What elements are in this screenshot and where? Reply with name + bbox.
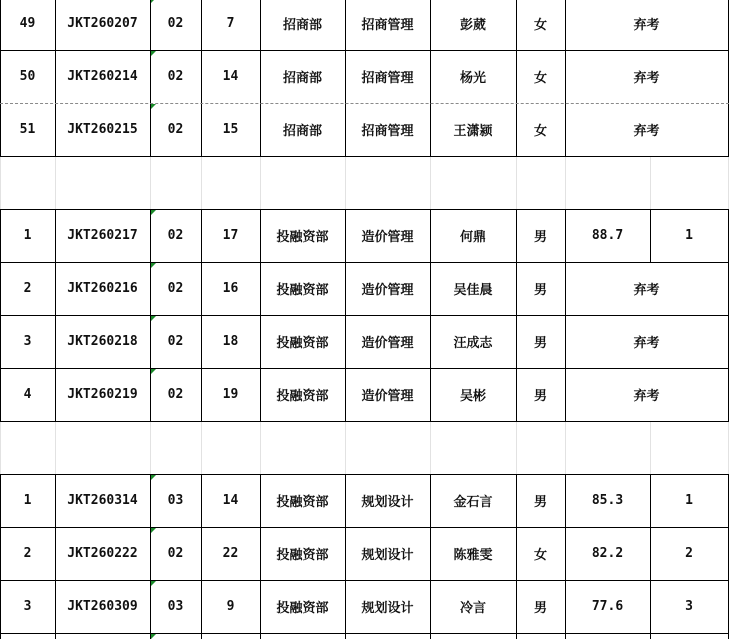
column-border [0, 633, 1, 639]
gridline [201, 421, 202, 474]
column-border [0, 262, 1, 315]
gender-cell[interactable]: 男 [533, 601, 547, 616]
column-border [430, 368, 431, 421]
seq-cell[interactable]: 2 [23, 281, 32, 296]
column-border [650, 474, 651, 527]
position-cell[interactable]: 招商管理 [361, 124, 414, 139]
number-cell[interactable]: 16 [222, 281, 239, 296]
exam-id-cell[interactable]: JKT260214 [67, 69, 138, 84]
column-border [150, 315, 151, 368]
column-border [430, 262, 431, 315]
column-border [430, 103, 431, 156]
column-border [565, 209, 566, 262]
number-cell[interactable]: 19 [222, 387, 239, 402]
column-border [0, 0, 1, 50]
gridline [516, 421, 517, 474]
name-cell[interactable]: 杨光 [459, 71, 486, 86]
gridline [0, 156, 1, 209]
exam-id-cell[interactable]: JKT260216 [67, 281, 138, 296]
gridline [150, 156, 151, 209]
column-border [260, 527, 261, 580]
column-border [260, 262, 261, 315]
gridline [345, 156, 346, 209]
column-border [728, 368, 729, 421]
gridline [150, 421, 151, 474]
position-cell[interactable]: 造价管理 [361, 230, 414, 245]
result-cell[interactable]: 弃考 [633, 336, 660, 351]
column-border [728, 209, 729, 262]
column-border [260, 315, 261, 368]
name-cell[interactable]: 金石言 [453, 495, 493, 510]
code-cell[interactable]: 02 [167, 69, 184, 84]
seq-cell[interactable]: 49 [19, 16, 36, 31]
column-border [345, 0, 346, 50]
exam-id-cell[interactable]: JKT260314 [67, 493, 138, 508]
column-border [516, 474, 517, 527]
number-as-text-marker-icon [151, 634, 156, 639]
column-border [728, 580, 729, 633]
column-border [345, 315, 346, 368]
column-border [201, 103, 202, 156]
exam-id-cell[interactable]: JKT260207 [67, 16, 138, 31]
department-cell[interactable]: 招商部 [282, 71, 322, 86]
position-cell[interactable]: 招商管理 [361, 18, 414, 33]
column-border [565, 368, 566, 421]
column-border [565, 0, 566, 50]
column-border [728, 262, 729, 315]
department-cell[interactable]: 招商部 [282, 18, 322, 33]
column-border [260, 50, 261, 103]
score-cell[interactable]: 88.7 [591, 228, 624, 243]
column-border [430, 315, 431, 368]
column-border [345, 50, 346, 103]
gridline [728, 421, 729, 474]
name-cell[interactable]: 汪成志 [453, 336, 493, 351]
name-cell[interactable]: 陈雅雯 [453, 548, 493, 563]
row-border [0, 421, 729, 422]
code-cell[interactable]: 02 [167, 387, 184, 402]
column-border [150, 368, 151, 421]
gridline [201, 156, 202, 209]
gridline [0, 421, 1, 474]
gridline [55, 421, 56, 474]
number-cell[interactable]: 18 [222, 334, 239, 349]
column-border [55, 580, 56, 633]
name-cell[interactable]: 何鼎 [459, 230, 486, 245]
column-border [0, 315, 1, 368]
position-cell[interactable]: 规划设计 [361, 548, 414, 563]
number-as-text-marker-icon [151, 369, 156, 374]
column-border [345, 368, 346, 421]
row-border [0, 209, 729, 210]
column-border [565, 315, 566, 368]
result-cell[interactable]: 弃考 [633, 18, 660, 33]
name-cell[interactable]: 吴佳晨 [453, 283, 493, 298]
exam-id-cell[interactable]: JKT260219 [67, 387, 138, 402]
code-cell[interactable]: 02 [167, 281, 184, 296]
gridline [650, 156, 651, 209]
seq-cell[interactable]: 51 [19, 122, 36, 137]
rank-cell[interactable]: 1 [685, 493, 693, 508]
column-border [345, 527, 346, 580]
gridline [55, 156, 56, 209]
rank-cell[interactable]: 3 [685, 599, 693, 614]
seq-cell[interactable]: 2 [23, 546, 32, 561]
column-border [728, 474, 729, 527]
result-cell[interactable]: 弃考 [633, 124, 660, 139]
column-border [516, 633, 517, 639]
gridline [565, 156, 566, 209]
column-border [516, 262, 517, 315]
column-border [150, 103, 151, 156]
name-cell[interactable]: 彭葳 [459, 18, 486, 33]
seq-cell[interactable]: 50 [19, 69, 36, 84]
column-border [201, 580, 202, 633]
column-border [0, 527, 1, 580]
score-cell[interactable]: 82.2 [591, 546, 624, 561]
gridline [650, 421, 651, 474]
column-border [201, 50, 202, 103]
column-border [201, 315, 202, 368]
column-border [0, 368, 1, 421]
gender-cell[interactable]: 女 [533, 18, 547, 33]
gender-cell[interactable]: 男 [533, 336, 547, 351]
gridline [430, 421, 431, 474]
column-border [516, 0, 517, 50]
column-border [650, 209, 651, 262]
row-border [0, 580, 729, 581]
column-border [516, 50, 517, 103]
row-border [0, 315, 729, 316]
column-border [728, 633, 729, 639]
position-cell[interactable]: 造价管理 [361, 389, 414, 404]
position-cell[interactable]: 规划设计 [361, 601, 414, 616]
column-border [55, 474, 56, 527]
column-border [430, 50, 431, 103]
column-border [150, 0, 151, 50]
column-border [430, 527, 431, 580]
column-border [0, 50, 1, 103]
row-border [0, 156, 729, 157]
seq-cell[interactable]: 1 [23, 228, 32, 243]
gridline [345, 421, 346, 474]
number-cell[interactable]: 14 [222, 69, 239, 84]
exam-id-cell[interactable]: JKT260215 [67, 122, 138, 137]
position-cell[interactable]: 造价管理 [361, 283, 414, 298]
column-border [430, 633, 431, 639]
column-border [150, 262, 151, 315]
position-cell[interactable]: 招商管理 [361, 71, 414, 86]
gender-cell[interactable]: 男 [533, 230, 547, 245]
number-as-text-marker-icon [151, 104, 156, 109]
gender-cell[interactable]: 男 [533, 283, 547, 298]
column-border [430, 0, 431, 50]
column-border [0, 474, 1, 527]
result-cell[interactable]: 弃考 [633, 71, 660, 86]
column-border [260, 580, 261, 633]
column-border [345, 103, 346, 156]
number-as-text-marker-icon [151, 528, 156, 533]
column-border [0, 103, 1, 156]
department-cell[interactable]: 投融资部 [276, 495, 329, 510]
column-border [55, 0, 56, 50]
column-border [150, 50, 151, 103]
number-as-text-marker-icon [151, 475, 156, 480]
column-border [565, 633, 566, 639]
department-cell[interactable]: 招商部 [282, 124, 322, 139]
seq-cell[interactable]: 3 [23, 599, 32, 614]
column-border [345, 580, 346, 633]
column-border [260, 633, 261, 639]
row-border [0, 474, 729, 475]
column-border [201, 633, 202, 639]
column-border [516, 315, 517, 368]
number-cell[interactable]: 17 [222, 228, 239, 243]
seq-cell[interactable]: 3 [23, 334, 32, 349]
number-as-text-marker-icon [151, 581, 156, 586]
column-border [345, 474, 346, 527]
column-border [150, 209, 151, 262]
column-border [201, 474, 202, 527]
column-border [728, 315, 729, 368]
rank-cell[interactable]: 1 [685, 228, 693, 243]
column-border [150, 474, 151, 527]
code-cell[interactable]: 02 [167, 546, 184, 561]
gridline [260, 156, 261, 209]
department-cell[interactable]: 投融资部 [276, 230, 329, 245]
number-as-text-marker-icon [151, 210, 156, 215]
column-border [430, 209, 431, 262]
department-cell[interactable]: 投融资部 [276, 336, 329, 351]
column-border [150, 580, 151, 633]
column-border [345, 209, 346, 262]
column-border [728, 0, 729, 50]
column-border [260, 103, 261, 156]
column-border [430, 474, 431, 527]
column-border [55, 50, 56, 103]
column-border [565, 580, 566, 633]
column-border [565, 103, 566, 156]
number-cell[interactable]: 9 [226, 599, 235, 614]
column-border [0, 580, 1, 633]
column-border [55, 209, 56, 262]
column-border [260, 368, 261, 421]
column-border [516, 209, 517, 262]
department-cell[interactable]: 投融资部 [276, 601, 329, 616]
column-border [728, 50, 729, 103]
column-border [55, 262, 56, 315]
number-as-text-marker-icon [151, 0, 156, 3]
column-border [55, 315, 56, 368]
position-cell[interactable]: 造价管理 [361, 336, 414, 351]
result-cell[interactable]: 弃考 [633, 389, 660, 404]
column-border [650, 580, 651, 633]
exam-id-cell[interactable]: JKT260309 [67, 599, 138, 614]
code-cell[interactable]: 02 [167, 16, 184, 31]
column-border [516, 580, 517, 633]
code-cell[interactable]: 03 [167, 599, 184, 614]
column-border [201, 368, 202, 421]
score-cell[interactable]: 77.6 [591, 599, 624, 614]
row-border [0, 633, 729, 634]
column-border [345, 262, 346, 315]
column-border [55, 103, 56, 156]
column-border [201, 262, 202, 315]
column-border [565, 262, 566, 315]
column-border [55, 633, 56, 639]
column-border [55, 368, 56, 421]
row-border [0, 103, 729, 104]
rank-cell[interactable]: 2 [685, 546, 693, 561]
row-border [0, 50, 729, 51]
name-cell[interactable]: 王潇颍 [453, 124, 493, 139]
column-border [201, 527, 202, 580]
score-cell[interactable]: 85.3 [591, 493, 624, 508]
gridline [565, 421, 566, 474]
column-border [260, 474, 261, 527]
column-border [260, 209, 261, 262]
number-as-text-marker-icon [151, 51, 156, 56]
number-cell[interactable]: 15 [222, 122, 239, 137]
column-border [0, 209, 1, 262]
column-border [650, 633, 651, 639]
gender-cell[interactable]: 男 [533, 389, 547, 404]
gender-cell[interactable]: 男 [533, 495, 547, 510]
department-cell[interactable]: 投融资部 [276, 548, 329, 563]
seq-cell[interactable]: 4 [23, 387, 32, 402]
column-border [345, 633, 346, 639]
number-as-text-marker-icon [151, 263, 156, 268]
column-border [565, 527, 566, 580]
number-cell[interactable]: 7 [226, 16, 235, 31]
column-border [565, 50, 566, 103]
code-cell[interactable]: 02 [167, 122, 184, 137]
gridline [516, 156, 517, 209]
row-border [0, 527, 729, 528]
column-border [516, 103, 517, 156]
gridline [430, 156, 431, 209]
department-cell[interactable]: 投融资部 [276, 283, 329, 298]
column-border [516, 527, 517, 580]
gridline [260, 421, 261, 474]
column-border [55, 527, 56, 580]
exam-id-cell[interactable]: JKT260222 [67, 546, 138, 561]
row-border [0, 262, 729, 263]
result-cell[interactable]: 弃考 [633, 283, 660, 298]
column-border [728, 527, 729, 580]
gender-cell[interactable]: 女 [533, 124, 547, 139]
gridline [728, 156, 729, 209]
number-as-text-marker-icon [151, 316, 156, 321]
name-cell[interactable]: 吴彬 [459, 389, 486, 404]
exam-id-cell[interactable]: JKT260218 [67, 334, 138, 349]
name-cell[interactable]: 冷言 [459, 601, 486, 616]
column-border [650, 527, 651, 580]
column-border [150, 527, 151, 580]
column-border [430, 580, 431, 633]
number-cell[interactable]: 22 [222, 546, 239, 561]
seq-cell[interactable]: 1 [23, 493, 32, 508]
code-cell[interactable]: 03 [167, 493, 184, 508]
department-cell[interactable]: 投融资部 [276, 389, 329, 404]
column-border [260, 0, 261, 50]
code-cell[interactable]: 02 [167, 228, 184, 243]
gender-cell[interactable]: 女 [533, 548, 547, 563]
column-border [516, 368, 517, 421]
column-border [565, 474, 566, 527]
column-border [201, 209, 202, 262]
row-border [0, 368, 729, 369]
column-border [201, 0, 202, 50]
exam-id-cell[interactable]: JKT260217 [67, 228, 138, 243]
column-border [728, 103, 729, 156]
code-cell[interactable]: 02 [167, 334, 184, 349]
position-cell[interactable]: 规划设计 [361, 495, 414, 510]
gender-cell[interactable]: 女 [533, 71, 547, 86]
number-cell[interactable]: 14 [222, 493, 239, 508]
